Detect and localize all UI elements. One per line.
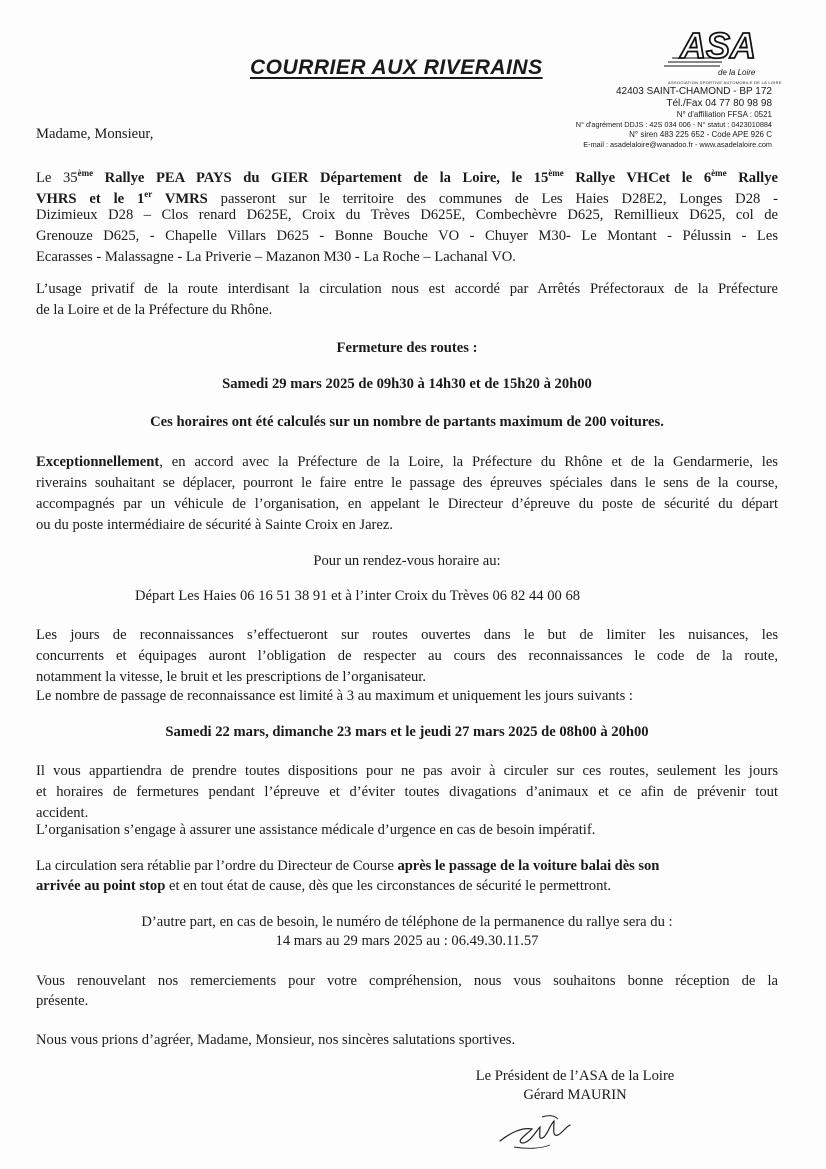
contact-email: E-mail : asadelaloire@wanadoo.fr - www.asadelaloire.com (583, 140, 772, 149)
intro-line-3: Dizimieux D28 – Clos renard D625E, Croix du Trèves D625E, Combechèvre D625, Remillieux D625, col de (36, 207, 778, 223)
closure-note: Ces horaires ont été calculés sur un nombre de partants maximum de 200 voitures. (150, 414, 664, 430)
closure-heading: Fermeture des routes : (336, 340, 478, 356)
contact-affiliation: N° d'affiliation FFSA : 0521 (676, 110, 772, 119)
traffic-line-2: arrivée au point stop et en tout état de cause, dès que les circonstances de sécurité le permettront. (36, 878, 612, 894)
signatory-title: Le Président de l’ASA de la Loire (475, 1068, 675, 1084)
signatory-name: Gérard MAURIN (523, 1087, 627, 1103)
closing-line: Nous vous prions d’agréer, Madame, Monsieur, nos sincères salutations sportives. (36, 1032, 516, 1048)
intro-line-5: Ecarasses - Malassagne - La Priverie – Mazanon M30 - La Roche – Lachanal VO. (36, 249, 516, 265)
rdv-line: Pour un rendez-vous horaire au: (313, 553, 501, 569)
precautions-line-3: accident. (36, 805, 89, 821)
closure-date: Samedi 29 mars 2025 de 09h30 à 14h30 et de 15h20 à 20h00 (222, 376, 592, 392)
salutation: Madame, Monsieur, (36, 126, 154, 142)
thanks-line-1: Vous renouvelant nos remerciements pour votre compréhension, nous vous souhaitons bonne réception de la (36, 973, 778, 989)
contact-siren: N° siren 483 225 652 - Code APE 926 C (629, 130, 772, 139)
phones-line: Départ Les Haies 06 16 51 38 91 et à l’inter Croix du Trèves 06 82 44 00 68 (135, 588, 581, 604)
usage-line-2: de la Loire et de la Préfecture du Rhône. (36, 302, 273, 318)
exception-line-2: riverains souhaitant se déplacer, pourront le faire entre le passage des épreuves spéciales dans le sens de la course, (36, 475, 778, 491)
precautions-line-2: et horaires de fermetures pendant l’épreuve et d’éviter toutes divagations d’animaux et ce afin de prévenir tout (36, 784, 778, 800)
precautions-line-4: L’organisation s’engage à assurer une assistance médicale d’urgence en cas de besoin impératif. (36, 822, 596, 838)
contact-address: 42403 SAINT-CHAMOND - BP 172 (616, 86, 772, 97)
recon-line-2: concurrents et équipages auront l’obligation de respecter au cours des reconnaissances le code de la route, (36, 648, 778, 664)
recon-line-3: notamment la vitesse, le bruit et les prescriptions de l’organisateur. (36, 669, 427, 685)
contact-phone: Tél./Fax 04 77 80 98 98 (666, 98, 772, 109)
exception-line-4: ou du poste intermédiaire de sécurité à Sainte Croix en Jarez. (36, 517, 394, 533)
usage-line-1: L’usage privatif de la route interdisant la circulation nous est accordé par Arrêtés Préfectoraux de la Préfecture (36, 281, 778, 297)
permanence-line-1: D’autre part, en cas de besoin, le numéro de téléphone de la permanence du rallye sera du : (141, 914, 673, 930)
page-title: COURRIER AUX RIVERAINS (250, 56, 543, 79)
intro-line-2: VHRS et le 1er VMRS passeront sur le territoire des communes de Les Haies D28E2, Longes D28 - (36, 189, 779, 207)
logo-subtitle: de la Loire (718, 68, 756, 77)
signature-icon (496, 1107, 586, 1157)
recon-line-4: Le nombre de passage de reconnaissance est limité à 3 au maximum et uniquement les jours suivants : (36, 688, 633, 704)
recon-dates: Samedi 22 mars, dimanche 23 mars et le jeudi 27 mars 2025 de 08h00 à 20h00 (165, 724, 649, 740)
exception-line-3: accompagnés par un véhicule de l’organisation, en appelant le Directeur d’épreuve du poste de sécurité du départ (36, 496, 778, 512)
exception-line-1: Exceptionnellement, en accord avec la Préfecture de la Loire, la Préfecture du Rhône et de la Gendarmerie, les (36, 454, 778, 470)
intro-line-1: Le 35ème Rallye PEA PAYS du GIER Département de la Loire, le 15ème Rallye VHCet le 6ème Rallye (36, 168, 778, 186)
svg-text:ASA: ASA (680, 26, 757, 66)
logo-caption: ASSOCIATION SPORTIVE AUTOMOBILE DE LA LOIRE (668, 80, 782, 85)
permanence-line-2: 14 mars au 29 mars 2025 au : 06.49.30.11.57 (275, 933, 539, 949)
contact-agrement: N° d'agrément DDJS : 42S 034 006 - N° statut : 0423010884 (575, 120, 772, 129)
thanks-line-2: présente. (36, 993, 89, 1009)
intro-line-4: Grenouze D625, - Chapelle Villars D625 - Bonne Bouche VO - Chuyer M30- Le Montant - Pélussin - Les (36, 228, 778, 244)
traffic-line-1: La circulation sera rétablie par l’ordre du Directeur de Course après le passage de la voiture balai dès son (36, 858, 660, 874)
precautions-line-1: Il vous appartiendra de prendre toutes dispositions pour ne pas avoir à circuler sur ces routes, seulement les jours (36, 763, 778, 779)
recon-line-1: Les jours de reconnaissances s’effectueront sur routes ouvertes dans le but de limiter les nuisances, les (36, 627, 778, 643)
